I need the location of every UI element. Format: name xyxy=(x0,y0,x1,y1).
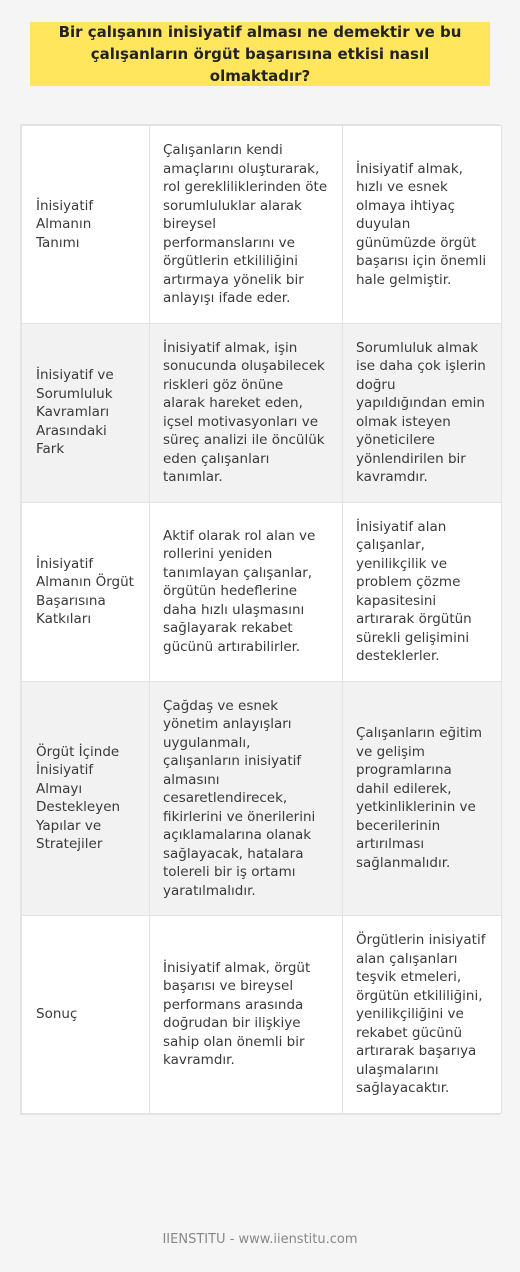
footer-credit: IIENSTITU - www.iienstitu.com xyxy=(162,1232,358,1247)
row-topic: İnisiyatif ve Sorumluluk Kavramları Arasındaki Fark xyxy=(22,323,150,502)
row-detail-2: Sorumluluk almak ise daha çok işlerin doğru yapıldığından emin olmak isteyen yöneticilere yönlendirilen bir kavramdır. xyxy=(343,323,502,502)
row-topic: İnisiyatif Almanın Örgüt Başarısına Katkıları xyxy=(22,502,150,681)
row-detail-2: Örgütlerin inisiyatif alan çalışanları teşvik etmeleri, örgütün etkililiğini, yenilikçiliğini ve rekabet gücünü artırarak başarıya ulaşmalarını sağlayacaktır. xyxy=(343,916,502,1114)
table-row xyxy=(22,681,502,916)
page-title: Bir çalışanın inisiyatif alması ne demektir ve bu çalışanların örgüt başarısına etkisi nasıl olmaktadır? xyxy=(58,23,462,85)
row-detail-1: Çalışanların kendi amaçlarını oluşturarak, rol gerekliliklerinden öte sorumluluklar alarak bireysel performanslarını ve örgütlerin etkililiğini artırmaya yönelik bir anlayışı ifade eder. xyxy=(150,126,343,324)
row-detail-1: Çağdaş ve esnek yönetim anlayışları uygulanmalı, çalışanların inisiyatif almasını cesaretlendirecek, fikirlerini ve önerilerini açıklamalarına olanak sağlayacak, hatalara tolereli bir iş ortamı yaratılmalıdır. xyxy=(150,681,343,916)
table-row xyxy=(22,126,502,324)
table-row xyxy=(22,502,502,681)
row-detail-2: İnisiyatif almak, hızlı ve esnek olmaya ihtiyaç duyulan günümüzde örgüt başarısı için önemli hale gelmiştir. xyxy=(343,126,502,324)
table-row xyxy=(22,323,502,502)
row-topic: Sonuç xyxy=(22,916,150,1114)
row-detail-2: Çalışanların eğitim ve gelişim programlarına dahil edilerek, yetkinliklerinin ve becerilerinin artırılması sağlanmalıdır. xyxy=(343,681,502,916)
row-topic: İnisiyatif Almanın Tanımı xyxy=(22,126,150,324)
title-banner xyxy=(30,22,490,86)
row-detail-1: Aktif olarak rol alan ve rollerini yeniden tanımlayan çalışanlar, örgütün hedeflerine daha hızlı ulaşmasını sağlayarak rekabet gücünü artırabilirler. xyxy=(150,502,343,681)
row-detail-1: İnisiyatif almak, işin sonucunda oluşabilecek riskleri göz önüne alarak hareket eden, içsel motivasyonları ve süreç analizi ile öncülük eden çalışanları tanımlar. xyxy=(150,323,343,502)
content-table-container xyxy=(20,124,500,1115)
row-topic: Örgüt İçinde İnisiyatif Almayı Destekleyen Yapılar ve Stratejiler xyxy=(22,681,150,916)
content-table xyxy=(21,125,502,1114)
row-detail-1: İnisiyatif almak, örgüt başarısı ve bireysel performans arasında doğrudan bir ilişkiye sahip olan önemli bir kavramdır. xyxy=(150,916,343,1114)
row-detail-2: İnisiyatif alan çalışanlar, yenilikçilik ve problem çözme kapasitesini artırarak örgütün sürekli gelişimini desteklerler. xyxy=(343,502,502,681)
table-row xyxy=(22,916,502,1114)
